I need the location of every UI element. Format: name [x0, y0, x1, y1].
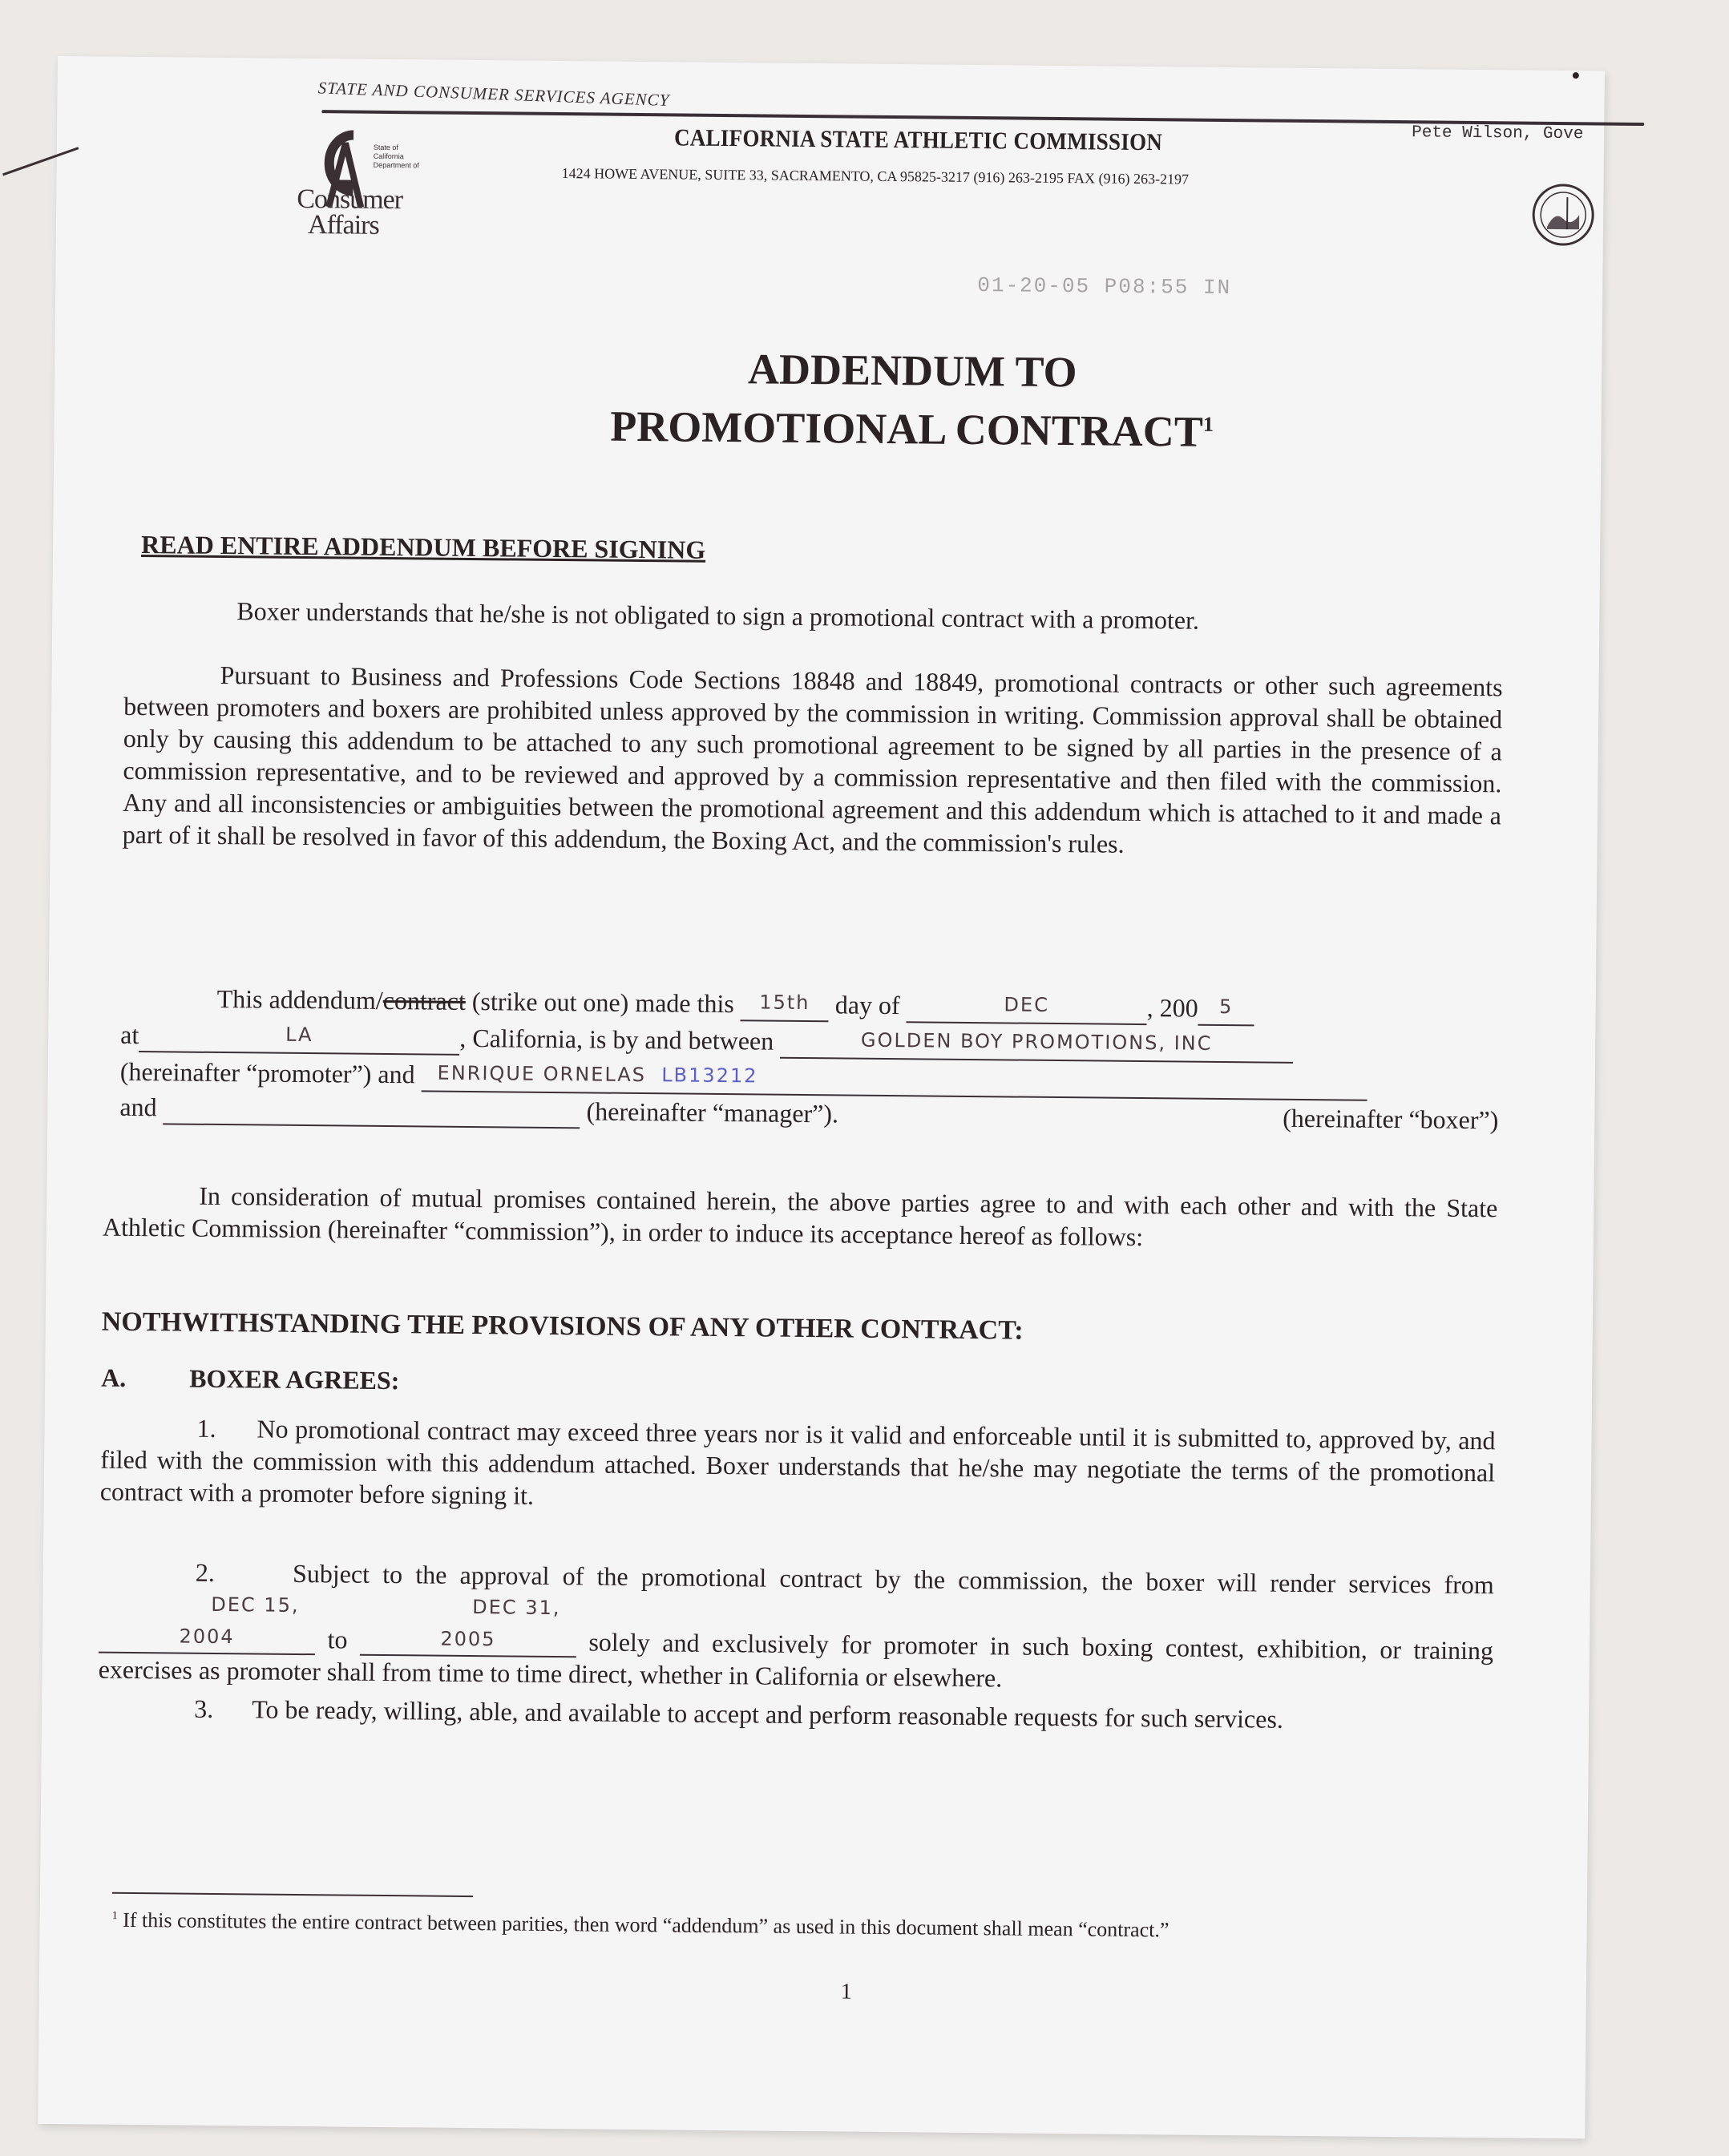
- footnote-rule: [112, 1892, 473, 1897]
- parties-fill-in: This addendum/contract (strike out one) made this 15th day of DEC , 200 5 at LA , California, is by and between GOLDEN BOY PROMOTIONS, INC (hereinafter “promoter”) and ENRIQUE ORNELAS LB13212 and (hereinafter “manager”). (hereinafter “boxer”): [119, 983, 1499, 1135]
- promoter-field[interactable]: GOLDEN BOY PROMOTIONS, INC: [780, 1022, 1293, 1064]
- boxer-license: LB13212: [661, 1064, 758, 1088]
- boxer-agrees-item-2: 2. Subject to the approval of the promotional contract by the commission, the boxer will render services from DEC 15, 2004 to DEC 31, 2005 solely and exclusively for promoter in such boxing contest, exhibition, or training exercises as promoter shall from time to time direct, whether in California or elsewhere.: [98, 1557, 1494, 1693]
- pen-mark: [2, 147, 79, 176]
- governor-name: Pete Wilson, Gove: [1412, 123, 1584, 144]
- punch-dot: [1573, 72, 1579, 79]
- page-number: 1: [840, 1979, 853, 2005]
- footnote-ref: 1: [1202, 412, 1214, 436]
- received-stamp: 01-20-05 P08:55 IN: [977, 273, 1232, 301]
- state-seal-icon: [1531, 183, 1596, 248]
- year-field[interactable]: 5: [1198, 989, 1254, 1027]
- section-a-heading: A. BOXER AGREES:: [101, 1363, 400, 1395]
- from-date-field[interactable]: DEC 15, 2004: [99, 1588, 316, 1656]
- month-field[interactable]: DEC: [906, 986, 1146, 1025]
- pursuant-paragraph: Pursuant to Business and Professions Code Sections 18848 and 18849, promotional contracts or other such agreements between promoters and boxers are prohibited unless approved by the commission in writing. Commission approval shall be obtained only by causing this addendum to be attached to any such promotional agreement to be signed by all parties in the presence of a commission representative, and to be reviewed and approved by a commission representative and then filed with the commission. Any and all inconsistencies or ambiguities between the promotional agreement and this addendum which is attached to it and made a part of it shall be resolved in favor of this addendum, the Boxing Act, and the commission's rules.: [122, 660, 1503, 858]
- manager-field[interactable]: [163, 1123, 580, 1128]
- footnote: $^1$ If this constitutes the entire contract between parities, then word “addendum” as used in this document shall mean “contract.”: [111, 1908, 1169, 1942]
- document-page: [38, 56, 1605, 2138]
- to-date-field[interactable]: DEC 31, 2005: [360, 1590, 577, 1658]
- not-obligated-paragraph: Boxer understands that he/she is not obligated to sign a promotional contract with a promoter.: [236, 596, 1200, 635]
- logo-wordmark: Consumer Affairs: [297, 184, 403, 240]
- location-field[interactable]: LA: [139, 1015, 459, 1056]
- boxer-agrees-item-3: 3. To be ready, willing, able, and available to accept and perform reasonable requests for such services.: [194, 1694, 1284, 1734]
- consideration-paragraph: In consideration of mutual promises contained herein, the above parties agree to and with each other and with the State Athletic Commission (hereinafter “commission”), in order to induce its acceptance hereof as follows:: [102, 1181, 1498, 1252]
- commission-name: CALIFORNIA STATE ATHLETIC COMMISSION: [673, 124, 1163, 156]
- struck-contract: contract: [382, 985, 467, 1015]
- document-title: ADDENDUM TO PROMOTIONAL CONTRACT$^1$: [610, 345, 1214, 456]
- day-field[interactable]: 15th: [741, 984, 829, 1022]
- logo-subtext: State of California Department of: [373, 143, 419, 170]
- read-entire-heading: READ ENTIRE ADDENDUM BEFORE SIGNING: [140, 530, 706, 564]
- agency-name: STATE AND CONSUMER SERVICES AGENCY: [317, 78, 670, 111]
- boxer-field[interactable]: ENRIQUE ORNELAS LB13212: [421, 1055, 1367, 1100]
- boxer-agrees-item-1: 1. No promotional contract may exceed three years nor is it valid and enforceable until it is submitted to, approved by, and filed with the commission with this addendum attached. Boxer understands that he/she may negotiate the terms of the promotional contract with a promoter before signing it.: [99, 1413, 1496, 1510]
- commission-address: 1424 HOWE AVENUE, SUITE 33, SACRAMENTO, CA 95825-3217 (916) 263-2195 FAX (916) 263-2197: [561, 165, 1190, 188]
- notwithstanding-heading: NOTHWITHSTANDING THE PROVISIONS OF ANY OTHER CONTRACT:: [101, 1306, 1024, 1346]
